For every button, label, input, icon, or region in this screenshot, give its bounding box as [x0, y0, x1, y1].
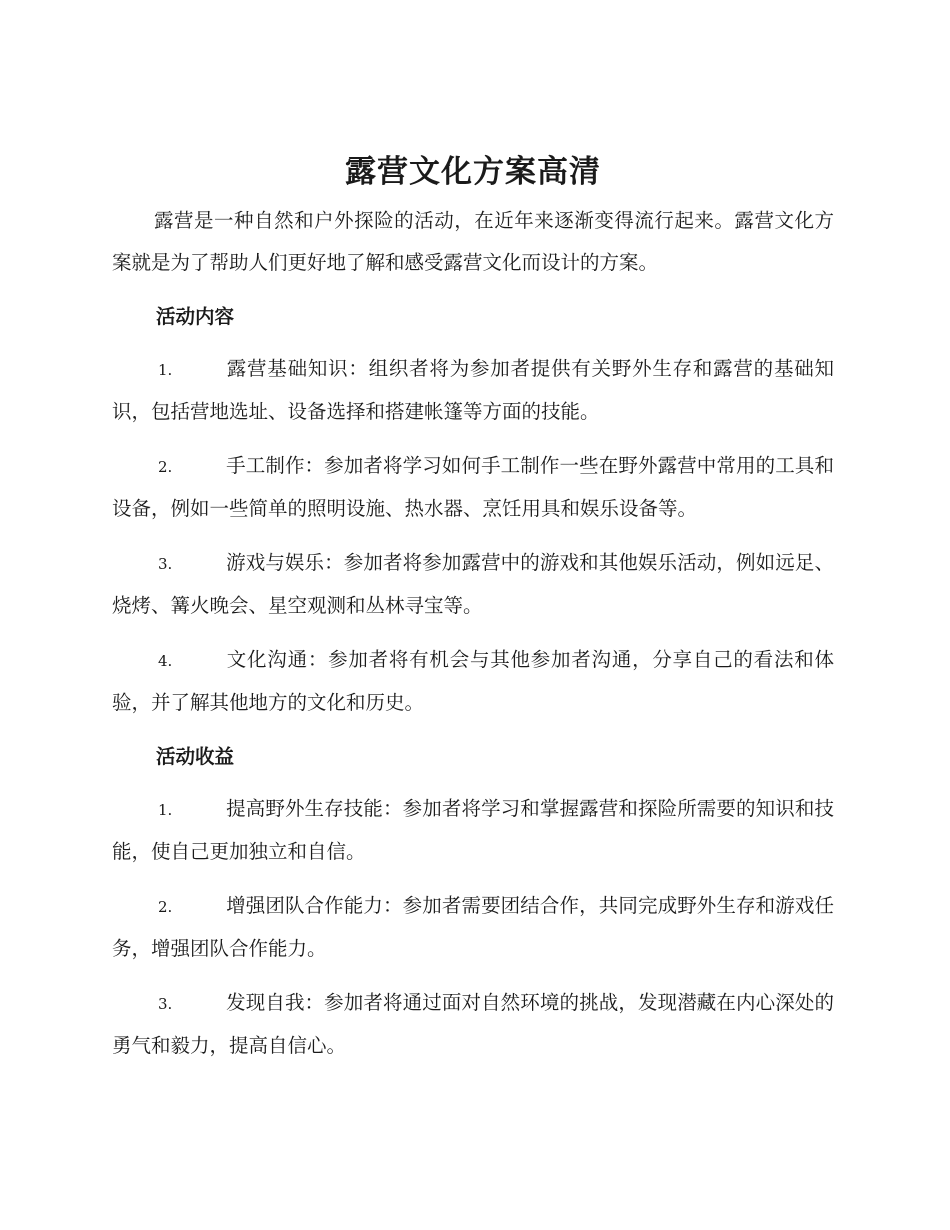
section-heading-benefits: 活动收益	[156, 745, 235, 768]
list-item	[112, 639, 834, 724]
list-number: 3.	[158, 555, 173, 573]
list-item	[112, 885, 834, 970]
list-item	[112, 348, 834, 433]
list-item-text: 露营基础知识：组织者将为参加者提供有关野外生存和露营的基础知识，包括营地选址、设备选择和搭建帐篷等方面的技能。	[112, 357, 834, 423]
document-page	[112, 150, 834, 1079]
list-number: 1.	[158, 801, 173, 819]
list-item-text: 手工制作：参加者将学习如何手工制作一些在野外露营中常用的工具和设备，例如一些简单的照明设施、热水器、烹饪用具和娱乐设备等。	[112, 454, 834, 520]
list-number: 3.	[158, 995, 173, 1013]
list-item	[112, 982, 834, 1067]
list-number: 2.	[158, 458, 173, 476]
list-item-text: 文化沟通：参加者将有机会与其他参加者沟通，分享自己的看法和体验，并了解其他地方的文化和历史。	[112, 648, 834, 714]
list-item-text: 发现自我：参加者将通过面对自然环境的挑战，发现潜藏在内心深处的勇气和毅力，提高自信心。	[112, 991, 834, 1057]
intro-paragraph: 露营是一种自然和户外探险的活动，在近年来逐渐变得流行起来。露营文化方案就是为了帮助人们更好地了解和感受露营文化而设计的方案。	[112, 209, 834, 274]
list-number: 2.	[158, 898, 173, 916]
section-heading-activities: 活动内容	[156, 305, 235, 328]
list-item-text: 提高野外生存技能：参加者将学习和掌握露营和探险所需要的知识和技能，使自己更加独立和自信。	[112, 797, 834, 863]
list-item	[112, 542, 834, 627]
list-item	[112, 445, 834, 530]
list-item	[112, 788, 834, 873]
list-number: 1.	[158, 361, 173, 379]
list-number: 4.	[158, 652, 173, 670]
list-item-text: 游戏与娱乐：参加者将参加露营中的游戏和其他娱乐活动，例如远足、烧烤、篝火晚会、星空观测和丛林寻宝等。	[112, 551, 834, 617]
document-title: 露营文化方案高清	[345, 154, 601, 190]
list-item-text: 增强团队合作能力：参加者需要团结合作，共同完成野外生存和游戏任务，增强团队合作能力。	[112, 894, 834, 960]
